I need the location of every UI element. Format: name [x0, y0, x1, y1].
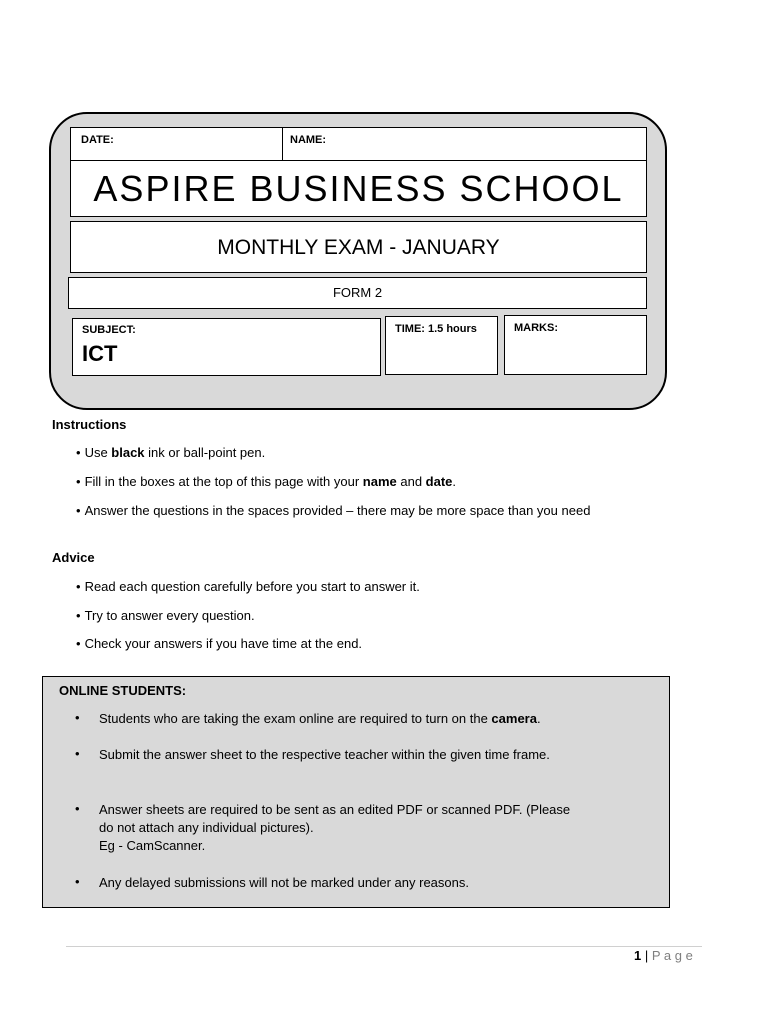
instruction-item: • Fill in the boxes at the top of this page with your name and date. — [76, 474, 457, 489]
time-label: TIME: 1.5 hours — [395, 323, 477, 335]
footer-divider — [66, 946, 702, 947]
marks-label: MARKS: — [514, 322, 558, 334]
time-box — [385, 316, 498, 375]
bullet-icon: • — [75, 801, 80, 816]
online-item: Submit the answer sheet to the respective teacher within the given time frame. — [99, 747, 550, 762]
instructions-heading: Instructions — [52, 417, 127, 432]
bullet-icon: • — [75, 746, 80, 761]
subject-box — [72, 318, 381, 376]
instruction-item: • Use black ink or ball-point pen. — [76, 445, 266, 460]
page-footer — [634, 948, 693, 963]
bullet-icon: • — [76, 503, 81, 518]
subject-label: SUBJECT: — [82, 324, 136, 336]
bullet-icon: • — [75, 874, 80, 889]
date-label: DATE: — [81, 134, 114, 146]
page-number: 1 — [634, 948, 642, 963]
online-item: Students who are taking the exam online are required to turn on the camera. — [99, 711, 541, 726]
name-label: NAME: — [290, 134, 327, 146]
page-word: P a g e — [651, 948, 693, 963]
name-field[interactable] — [282, 127, 647, 161]
bullet-icon: • — [76, 579, 81, 594]
subject-value: ICT — [82, 341, 118, 366]
bullet-icon: • — [76, 445, 81, 460]
instruction-item: • Answer the questions in the spaces provided – there may be more space than you need — [76, 503, 591, 518]
page-separator: | — [644, 948, 649, 963]
exam-title: MONTHLY EXAM - JANUARY — [70, 221, 647, 273]
bullet-icon: • — [76, 474, 81, 489]
date-field[interactable] — [70, 127, 283, 161]
advice-item: • Check your answers if you have time at the end. — [76, 636, 363, 651]
advice-item: • Try to answer every question. — [76, 608, 255, 623]
online-item: Any delayed submissions will not be marked under any reasons. — [99, 875, 469, 890]
online-students-box — [42, 676, 670, 908]
bullet-icon: • — [76, 608, 81, 623]
marks-box[interactable] — [504, 315, 647, 375]
bullet-icon: • — [75, 710, 80, 725]
school-name: ASPIRE BUSINESS SCHOOL — [70, 160, 647, 217]
form-label: FORM 2 — [68, 277, 647, 309]
online-heading: ONLINE STUDENTS: — [59, 683, 187, 698]
bullet-icon: • — [76, 636, 81, 651]
online-item: Answer sheets are required to be sent as an edited PDF or scanned PDF. (Please do not attach any individual pictures). Eg - CamScanner. — [99, 802, 571, 853]
advice-item: • Read each question carefully before you start to answer it. — [76, 579, 420, 594]
advice-heading: Advice — [52, 550, 95, 565]
